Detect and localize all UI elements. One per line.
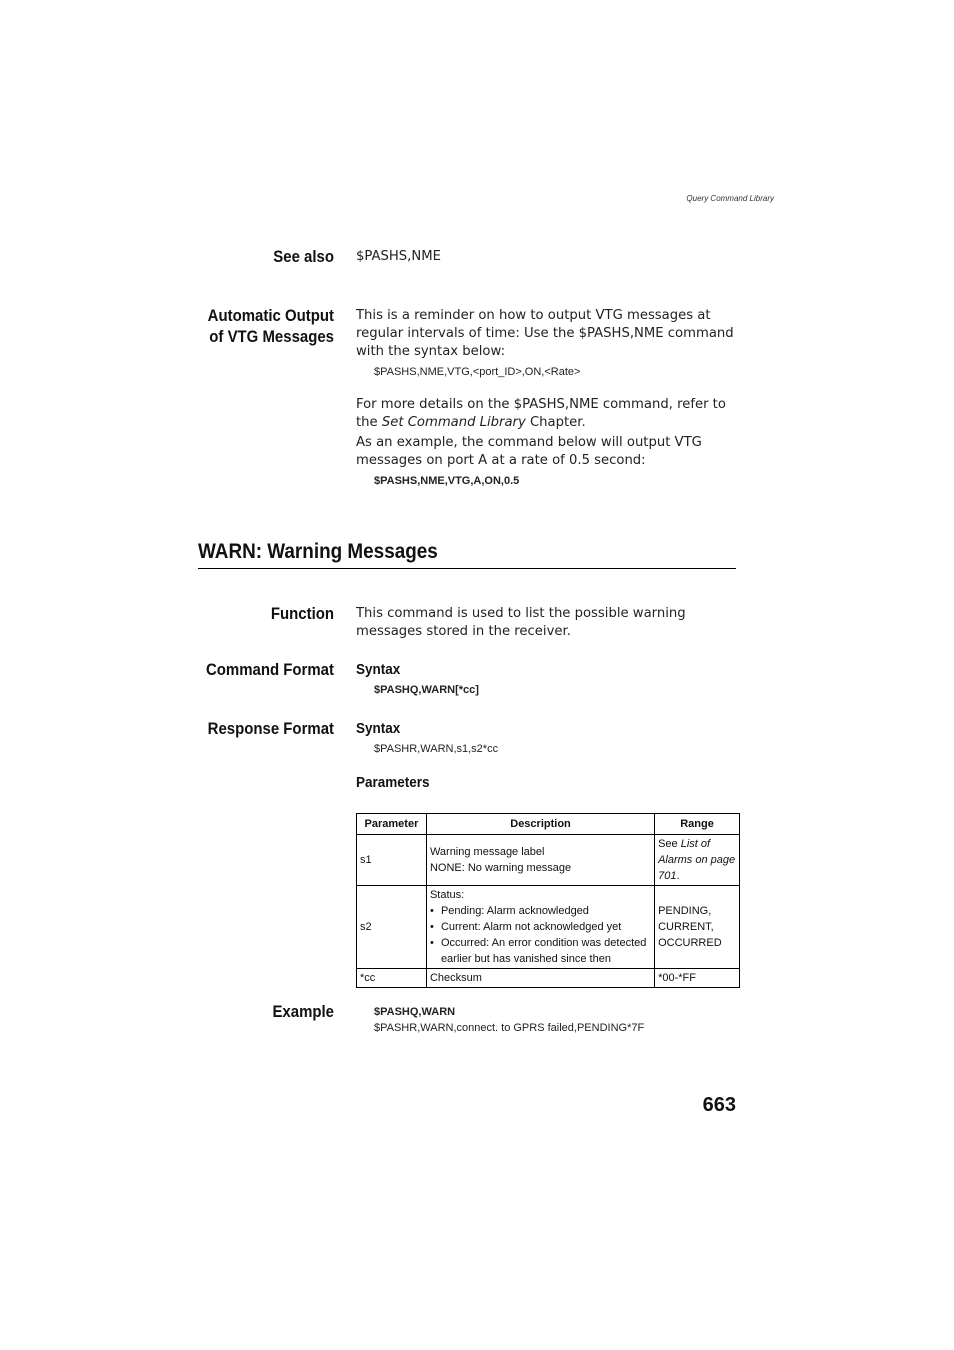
response-syntax-code: $PASHR,WARN,s1,s2*cc xyxy=(374,743,499,755)
range-prefix: See xyxy=(658,838,681,850)
parameters-table xyxy=(356,813,740,988)
function-label: Function xyxy=(270,604,334,623)
description-line: Warning message label xyxy=(429,846,545,858)
range-cell xyxy=(655,835,740,886)
example-query-code: $PASHQ,WARN xyxy=(374,1006,456,1018)
auto-output-code1: $PASHS,NME,VTG,<port_ID>,ON,<Rate> xyxy=(374,366,581,378)
response-format-label: Response Format xyxy=(207,719,334,738)
para2-prefix: For more details on the $PASHS,NME command, refer to the xyxy=(356,397,726,430)
response-syntax-label: Syntax xyxy=(356,720,401,737)
running-header: Query Command Library xyxy=(686,194,774,203)
status-list xyxy=(430,903,651,967)
description-cell: Checksum xyxy=(426,969,654,988)
table-row xyxy=(357,835,740,886)
auto-output-para3: As an example, the command below will output VTG messages on port A at a rate of 0.5 second: xyxy=(356,435,702,468)
auto-output-label-line2: of VTG Messages xyxy=(209,327,334,346)
parameters-label: Parameters xyxy=(356,774,430,791)
range-line: OCCURRED xyxy=(658,937,722,949)
table-row xyxy=(357,886,740,969)
table-header-cell: Range xyxy=(655,814,740,835)
range-line: CURRENT, xyxy=(658,921,714,933)
table-header-cell: Parameter xyxy=(357,814,427,835)
example-response-code: $PASHR,WARN,connect. to GPRS failed,PENDING*7F xyxy=(374,1022,645,1034)
list-item: • Pending: Alarm acknowledged xyxy=(430,903,651,919)
auto-output-para1: This is a reminder on how to output VTG messages at regular intervals of time: Use the $PASHS,NME command with the syntax below: xyxy=(356,308,734,359)
table-row xyxy=(357,969,740,988)
page-number: 663 xyxy=(702,1094,736,1116)
list-item: • Occurred: An error condition was detected earlier but has vanished since then xyxy=(430,935,651,967)
table-header-row xyxy=(357,814,740,835)
description-cell xyxy=(426,835,654,886)
see-also-value: $PASHS,NME xyxy=(356,249,441,264)
example-label: Example xyxy=(272,1002,334,1021)
param-cell: s1 xyxy=(357,835,427,886)
range-cell xyxy=(655,886,740,969)
section-rule xyxy=(198,568,736,569)
auto-output-code2: $PASHS,NME,VTG,A,ON,0.5 xyxy=(374,475,520,487)
param-cell: *cc xyxy=(357,969,427,988)
auto-output-para2 xyxy=(356,396,736,432)
para2-italic: Set Command Library xyxy=(381,415,526,430)
table-header-cell: Description xyxy=(426,814,654,835)
command-syntax-label: Syntax xyxy=(356,661,401,678)
section-title: WARN: Warning Messages xyxy=(198,540,438,563)
list-item: • Current: Alarm not acknowledged yet xyxy=(430,919,651,935)
command-syntax-code: $PASHQ,WARN[*cc] xyxy=(374,684,479,696)
para2-suffix: Chapter. xyxy=(525,415,586,430)
function-text: This command is used to list the possible warning messages stored in the receiver. xyxy=(356,606,686,639)
auto-output-label-line1: Automatic Output xyxy=(207,306,334,325)
range-cell: *00-*FF xyxy=(655,969,740,988)
description-cell xyxy=(426,886,654,969)
range-suffix: . xyxy=(676,870,680,882)
param-cell: s2 xyxy=(357,886,427,969)
description-line: NONE: No warning message xyxy=(429,862,572,874)
auto-output-label xyxy=(202,305,334,347)
range-link-text: List of Alarms on page 701 xyxy=(658,838,736,882)
range-line: PENDING, xyxy=(658,905,712,917)
description-heading: Status: xyxy=(429,889,465,901)
command-format-label: Command Format xyxy=(205,660,334,679)
see-also-label: See also xyxy=(273,247,334,266)
